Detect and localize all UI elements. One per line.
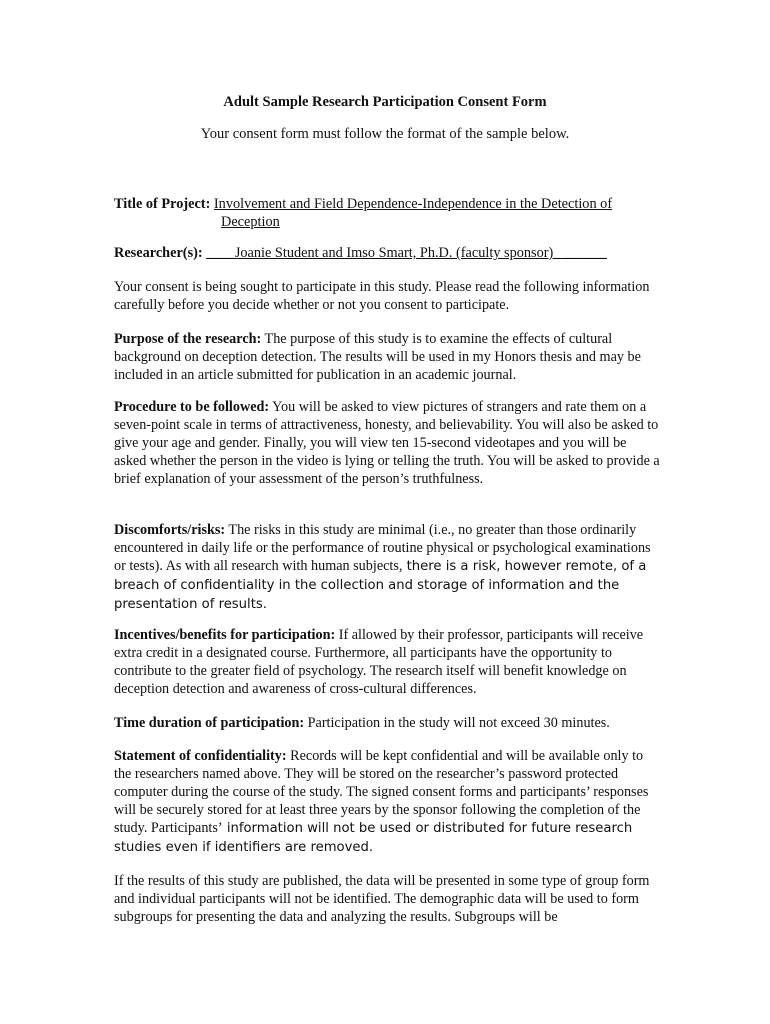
project-title-line1: Involvement and Field Dependence-Independence in the Detection of [213,196,613,212]
document-title: Adult Sample Research Participation Consent Form [223,94,547,110]
risks-text-sans: there is a risk, however remote, of a breach of confidentiality in the collection and storage of information and the presentation of results. [114,559,647,612]
purpose-text: The purpose of this study is to examine the effects of cultural background on deception detection. The results will be used in my Honors thesis and may be included in an article submitted for publication in an academic journal. [114,331,641,383]
procedure-text: You will be asked to view pictures of strangers and rate them on a seven-point scale in terms of attractiveness, honesty, and believability. You will also be asked to give your age and gender. Finally, you will view ten 15-second videotapes and you will be asked whether the person in the video is lying or telling the truth. You will be asked to provide a brief explanation of your assessment of the person’s truthfulness. [114,399,660,487]
researchers-label: Researcher(s): [114,245,203,261]
risks-text: The risks in this study are minimal (i.e., no greater than those ordinarily encountered in daily life or the performance of routine physical or psychological examinations or tests). As with all research with human subjects, [114,522,651,574]
confidentiality-text-sans: information will not be used or distributed for future research studies even if identifiers are removed. [114,821,633,855]
confidentiality-text: Records will be kept confidential and will be available only to the researchers named above. They will be stored on the researcher’s password protected computer during the course of the study. The signed consent forms and participants’ responses will be securely stored for at least three years by the sponsor following the completion of the study. Participants’ [114,748,649,836]
researchers-names: Joanie Student and Imso Smart, Ph.D. (faculty sponsor) [234,245,554,261]
risks-label: Discomforts/risks: [114,522,226,538]
duration-paragraph [114,714,662,732]
intro-text: Your consent is being sought to participate in this study. Please read the following information carefully before you decide whether or not you consent to participate. [114,279,650,313]
document-subtitle: Your consent form must follow the format of the sample below. [200,126,570,142]
intro-paragraph [114,278,662,314]
researchers-lead-blank: ____ [206,245,235,261]
confidentiality-paragraph [114,747,662,857]
project-title-field [114,195,674,231]
results-text: If the results of this study are published, the data will be presented in some type of group form and individual participants will not be identified. The demographic data will be used to form subgroups for presenting the data and analyzing the results. Subgroups will be [114,873,650,925]
project-title-line2: Deception [221,214,280,230]
results-paragraph [114,872,662,926]
project-title-label: Title of Project: [114,196,211,212]
risks-paragraph [114,521,662,614]
duration-text: Participation in the study will not exceed 30 minutes. [304,715,610,731]
confidentiality-label: Statement of confidentiality: [114,748,287,764]
incentives-label: Incentives/benefits for participation: [114,627,336,643]
researchers-trail-blank: _ ______ [553,245,607,261]
duration-label: Time duration of participation: [114,715,305,731]
procedure-label: Procedure to be followed: [114,399,270,415]
incentives-text: If allowed by their professor, participants will receive extra credit in a designated course. Furthermore, all participants have the opportunity to contribute to the greater field of psychology. The research itself will benefit knowledge on deception detection and awareness of cross-cultural differences. [114,627,644,697]
researchers-field [114,244,674,262]
purpose-label: Purpose of the research: [114,331,262,347]
procedure-paragraph [114,398,662,488]
purpose-paragraph [114,330,662,384]
incentives-paragraph [114,626,662,698]
